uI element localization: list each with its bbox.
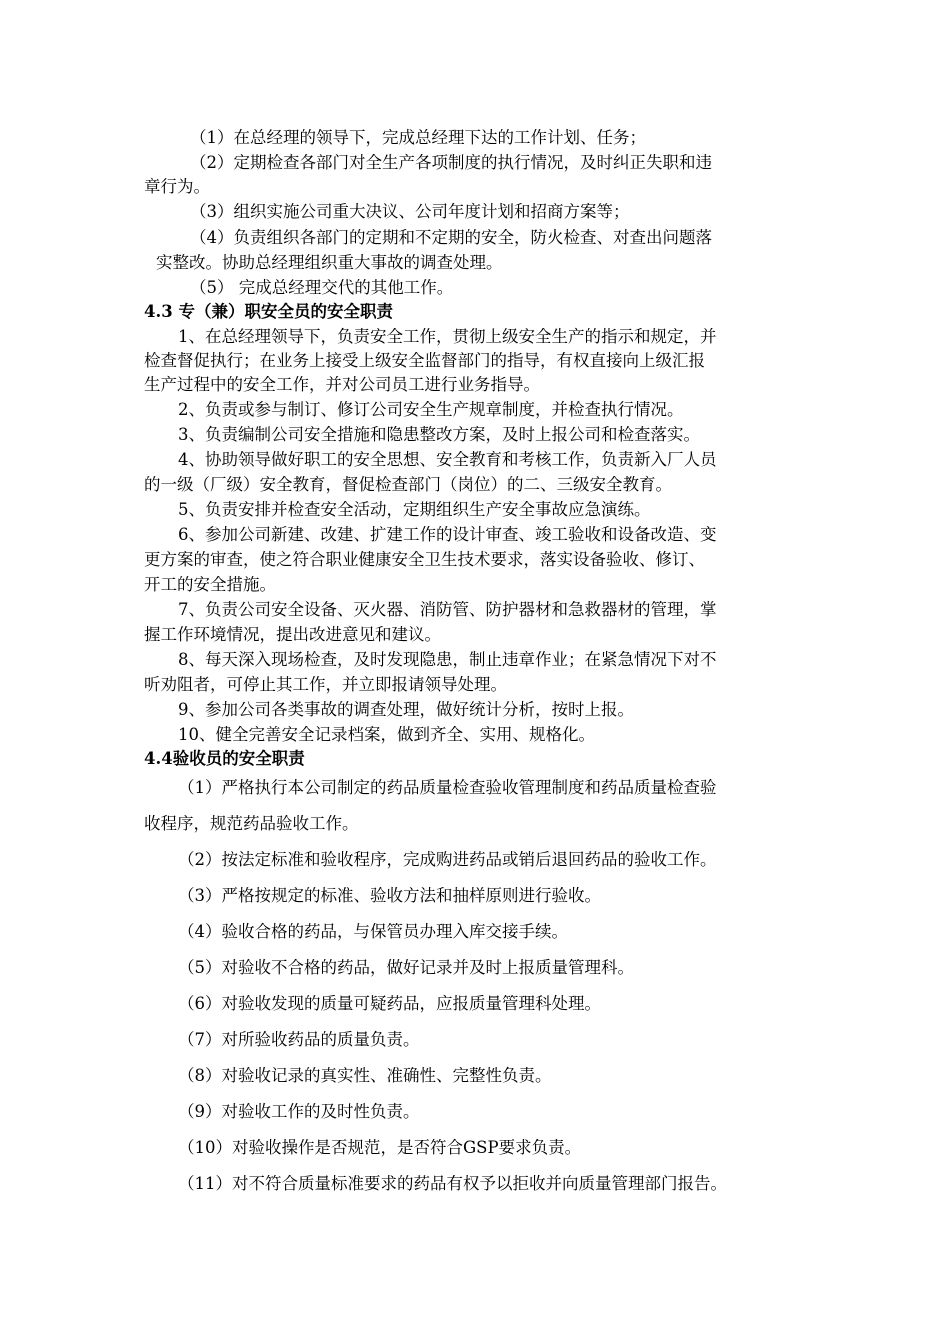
section-4-3-line: 4、协助领导做好职工的安全思想、安全教育和考核工作，负责新入厂人员 [178,450,717,469]
section-4-3-line: 听劝阻者，可停止其工作，并立即报请领导处理。 [144,675,507,694]
section-4-4-line: （6）对验收发现的质量可疑药品，应报质量管理科处理。 [178,994,601,1013]
section-4-3-line: 开工的安全措施。 [144,575,276,594]
section-4-3-line: 2、负责或参与制订、修订公司安全生产规章制度，并检查执行情况。 [178,400,684,419]
section-4-3-line: 检查督促执行；在业务上接受上级安全监督部门的指导，有权直接向上级汇报 [144,351,705,370]
manager-duty-line: 实整改。协助总经理组织重大事故的调查处理。 [156,253,503,272]
section-4-3-line: 1、在总经理领导下，负责安全工作，贯彻上级安全生产的指示和规定，并 [178,327,717,346]
section-4-3-line: 生产过程中的安全工作，并对公司员工进行业务指导。 [144,375,540,394]
section-4-4-line: （2）按法定标准和验收程序，完成购进药品或销后退回药品的验收工作。 [178,850,717,869]
manager-duty-line: 章行为。 [144,177,210,196]
manager-duty-line: （5） 完成总经理交代的其他工作。 [190,278,454,297]
section-4-3-line: 8、每天深入现场检查，及时发现隐患，制止违章作业；在紧急情况下对不 [178,650,717,669]
section-4-4-line: 收程序，规范药品验收工作。 [144,814,359,833]
section-4-3-line: 3、负责编制公司安全措施和隐患整改方案，及时上报公司和检查落实。 [178,425,700,444]
section-4-4-line: （4）验收合格的药品，与保管员办理入库交接手续。 [178,922,568,941]
section-4-4-line: （10）对验收操作是否规范，是否符合GSP要求负责。 [178,1138,582,1157]
section-4-4-line: （7）对所验收药品的质量负责。 [178,1030,420,1049]
section-heading-4-3: 4.3 专（兼）职安全员的安全职责 [144,302,393,321]
section-4-3-line: 10、健全完善安全记录档案，做到齐全、实用、规格化。 [178,725,595,744]
section-4-4-line: （3）严格按规定的标准、验收方法和抽样原则进行验收。 [178,886,601,905]
manager-duty-line: （4）负责组织各部门的定期和不定期的安全，防火检查、对查出问题落 [190,228,712,247]
section-4-4-line: （9）对验收工作的及时性负责。 [178,1102,420,1121]
section-4-3-line: 7、负责公司安全设备、灭火器、消防管、防护器材和急救器材的管理，掌 [178,600,717,619]
section-4-4-line: （5）对验收不合格的药品，做好记录并及时上报质量管理科。 [178,958,634,977]
section-4-3-line: 握工作环境情况，提出改进意见和建议。 [144,625,441,644]
manager-duty-line: （1）在总经理的领导下，完成总经理下达的工作计划、任务； [190,128,646,147]
section-4-3-line: 更方案的审查，使之符合职业健康安全卫生技术要求，落实设备验收、修订、 [144,550,705,569]
manager-duty-line: （3）组织实施公司重大决议、公司年度计划和招商方案等； [190,202,630,221]
manager-duty-line: （2）定期检查各部门对全生产各项制度的执行情况，及时纠正失职和违 [190,153,712,172]
section-4-3-line: 的一级（厂级）安全教育，督促检查部门（岗位）的二、三级安全教育。 [144,475,672,494]
section-4-3-line: 9、参加公司各类事故的调查处理，做好统计分析，按时上报。 [178,700,634,719]
section-4-4-line: （1）严格执行本公司制定的药品质量检查验收管理制度和药品质量检查验 [178,778,717,797]
section-4-4-line: （8）对验收记录的真实性、准确性、完整性负责。 [178,1066,552,1085]
section-4-3-line: 5、负责安排并检查安全活动，定期组织生产安全事故应急演练。 [178,500,651,519]
section-4-4-line: （11）对不符合质量标准要求的药品有权予以拒收并向质量管理部门报告。 [178,1174,727,1193]
section-heading-4-4: 4.4验收员的安全职责 [144,749,305,768]
section-4-3-line: 6、参加公司新建、改建、扩建工作的设计审查、竣工验收和设备改造、变 [178,525,717,544]
